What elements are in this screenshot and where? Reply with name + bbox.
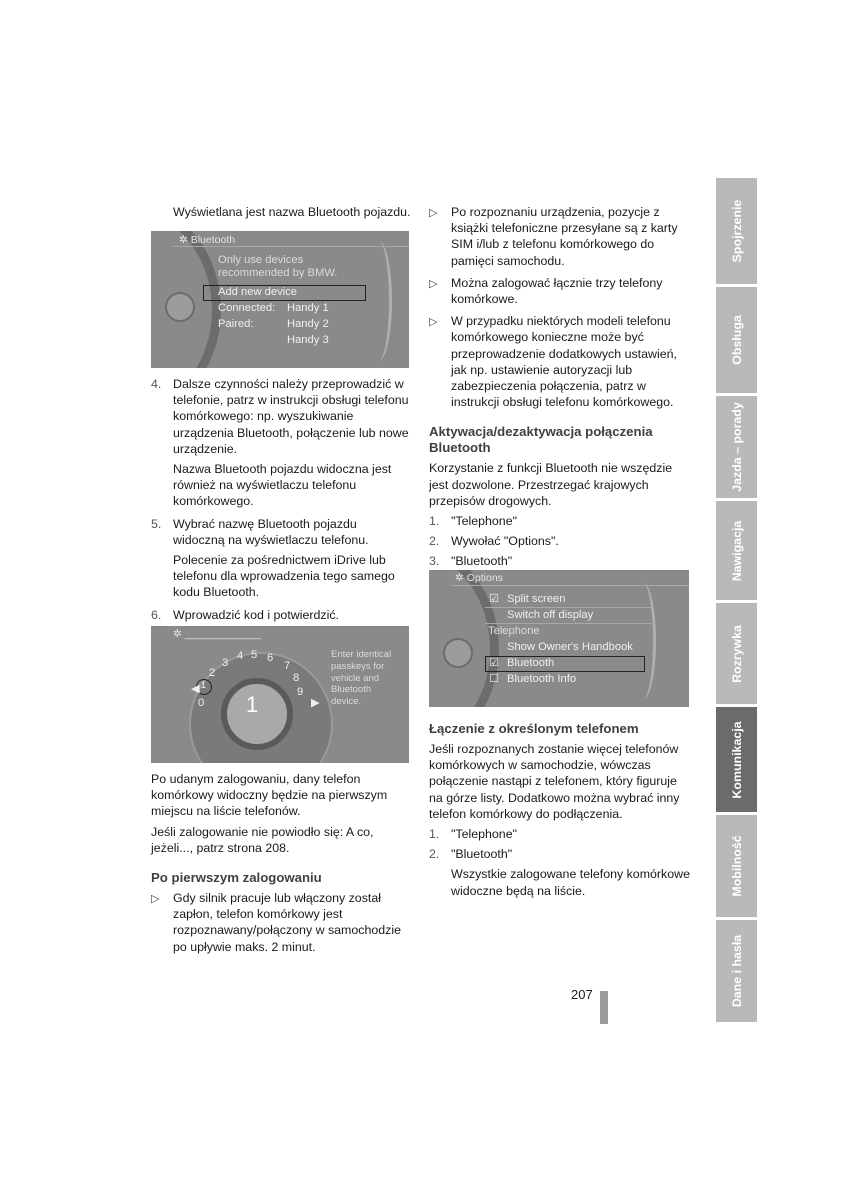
left-column-after	[151, 771, 413, 961]
section-heading-first-login: Po pierwszym zalogowaniu	[151, 870, 322, 886]
info-line-1: Only use devices	[218, 254, 304, 266]
screen-arc-right	[365, 241, 392, 361]
split-screen-checkbox-icon[interactable]: ☑	[489, 593, 500, 605]
page-number-bar	[600, 991, 608, 1024]
controller-knob-icon	[165, 292, 195, 322]
title-divider	[173, 246, 409, 247]
step-5: 5. Wybrać nazwę Bluetooth pojazdu widoczną na wyświetlaczu telefonu.	[151, 516, 369, 547]
telephone-section-label: Telephone	[488, 625, 540, 637]
left-column	[151, 204, 411, 224]
step-4: 4. Dalsze czynności należy przeprowadzić w telefonie, patrz w instrukcji obsługi telefonu komórkowego: np. wyszukiwanie urządzenia Bluetooth, połączenie lub nowe urządzenie.	[151, 377, 409, 456]
step-1: 1. "Telephone"	[429, 827, 517, 842]
intro-text: Wyświetlana jest nazwa Bluetooth pojazdu.	[173, 205, 411, 219]
passkey-screen-title	[173, 628, 261, 640]
tab-jazda-porady[interactable]: Jazda – porady	[716, 396, 757, 498]
left-column-steps	[151, 376, 411, 627]
tab-mobilnosc[interactable]: Mobilność	[716, 815, 757, 917]
add-new-device-item[interactable]: Add new device	[218, 286, 297, 298]
dial-digit[interactable]: 5	[251, 649, 258, 661]
passkey-screen-image	[151, 626, 409, 763]
bluetooth-info-item[interactable]: Bluetooth Info	[507, 673, 577, 685]
paired-label: Paired:	[218, 318, 254, 330]
screen-arc-right	[629, 582, 656, 700]
passkey-hint-5: device.	[331, 696, 362, 707]
bluetooth-icon: ✲	[179, 234, 191, 246]
page-number: 207	[571, 987, 593, 1002]
bluetooth-screen-title: ✲ Bluetooth	[179, 234, 236, 246]
title-divider	[451, 585, 689, 586]
passkey-hint-4: Bluetooth	[331, 684, 372, 695]
split-screen-item[interactable]: Split screen	[507, 593, 566, 605]
options-screen-title: ✲ Options	[455, 572, 503, 584]
options-icon: ✲	[455, 572, 467, 584]
specific-phone-text: Jeśli rozpoznanych zostanie więcej telefonów komórkowych w samochodzie, wówczas połączenie nastąpi z telefonem, który figuruje na górze listy. Dodatkowo można wybrać inny telefon komórkowy do podłączenia.	[429, 742, 680, 821]
tab-rozrywka[interactable]: Rozrywka	[716, 603, 757, 704]
show-owners-handbook-item[interactable]: Show Owner's Handbook	[507, 641, 633, 653]
triangle-bullet-icon: ▷	[151, 893, 160, 906]
step-1: 1. "Telephone"	[429, 514, 517, 529]
step-2: 2. Wywołać "Options".	[429, 534, 559, 549]
bluetooth-warning-text: Korzystanie z funkcji Bluetooth nie wszędzie jest dozwolone. Przestrzegać krajowych przepisów drogowych.	[429, 461, 673, 508]
options-screen-image	[429, 570, 689, 707]
step-6: 6. Wprowadzić kod i potwierdzić.	[151, 607, 339, 622]
after-failure-text: Jeśli zalogowanie nie powiodło się: A co, jeżeli..., patrz strona 208.	[151, 824, 374, 855]
dial-digit[interactable]: 9	[297, 686, 304, 698]
bullet-item: ▷ Gdy silnik pracuje lub włączony został zapłon, telefon komórkowy jest rozpoznawany/połączony w samochodzie po upływie maks. 2 minut.	[151, 891, 401, 954]
bluetooth-info-checkbox-icon[interactable]: ☐	[489, 673, 500, 685]
step-4-continued: Nazwa Bluetooth pojazdu widoczna jest również na wyświetlaczu telefonu komórkowego.	[173, 462, 392, 509]
tab-dane-i-hasla[interactable]: Dane i hasła	[716, 920, 757, 1022]
bluetooth-screen-image	[151, 231, 409, 368]
dial-digit[interactable]: 8	[293, 672, 300, 684]
passkey-hint-1: Enter identical	[331, 649, 392, 660]
dial-marker-digit: 1	[201, 680, 207, 690]
dial-center-digit[interactable]: 1	[246, 692, 259, 717]
connected-value[interactable]: Handy 1	[287, 302, 329, 314]
menu-divider	[485, 623, 651, 624]
triangle-bullet-icon: ▷	[429, 207, 438, 219]
triangle-bullet-icon: ▷	[429, 277, 438, 290]
section-heading-specific-phone: Łączenie z określonym telefonem	[429, 721, 639, 736]
menu-divider	[485, 607, 651, 608]
tab-nawigacja[interactable]: Nawigacja	[716, 501, 757, 600]
dial-arrow-left: ◀	[191, 683, 200, 695]
switch-off-display-item[interactable]: Switch off display	[507, 609, 594, 621]
tab-komunikacja[interactable]: Komunikacja	[716, 707, 757, 812]
triangle-bullet-icon: ▷	[429, 316, 438, 329]
bullet-item: ▷ Po rozpoznaniu urządzenia, pozycje z książki telefoniczne przesyłane są z karty SIM i/lub z telefonu komórkowego do pamięci samochodu.	[429, 205, 678, 268]
info-line-2: recommended by BMW.	[218, 267, 338, 279]
paired-value-1[interactable]: Handy 2	[287, 318, 329, 330]
bluetooth-icon: ✲ _____________	[173, 628, 261, 640]
section-heading-bluetooth: Aktywacja/dezaktywacja połączenia Bluetooth	[429, 424, 653, 456]
tab-obsluga[interactable]: Obsługa	[716, 287, 757, 393]
connected-label: Connected:	[218, 302, 276, 314]
bullet-item: ▷ Można zalogować łącznie trzy telefony komórkowe.	[429, 275, 663, 307]
step-2-continued: Wszystkie zalogowane telefony komórkowe widoczne będą na liście.	[451, 867, 690, 898]
bullet-item: ▷ W przypadku niektórych modeli telefonu komórkowego konieczne może być przeprowadzenie dodatkowych ustawień, jak np. ustawienie autoryzacji lub zabezpieczenia połączenia, patrz w instrukcji obsługi telefonu komórkowego.	[429, 314, 677, 410]
dial-digit[interactable]: 0	[198, 697, 205, 709]
right-column-bottom	[429, 709, 691, 903]
dial-digit[interactable]: 6	[267, 652, 274, 664]
controller-knob-icon	[443, 638, 473, 668]
right-column	[429, 204, 691, 574]
tab-spojrzenie[interactable]: Spojrzenie	[716, 178, 757, 284]
passkey-hint-3: vehicle and	[331, 673, 380, 684]
passkey-hint-2: passkeys for	[331, 661, 385, 672]
dial-digit[interactable]: 2	[209, 667, 216, 679]
step-2: 2. "Bluetooth"	[429, 847, 513, 862]
dial-arrow-right: ▶	[311, 697, 320, 709]
after-success-text: Po udanym zalogowaniu, dany telefon komórkowy widoczny będzie na pierwszym miejscu na liście telefonów.	[151, 772, 388, 819]
bluetooth-checkbox-icon[interactable]: ☑	[489, 657, 500, 669]
step-5-continued: Polecenie za pośrednictwem iDrive lub telefonu dla wprowadzenia tego samego kodu Bluetooth.	[173, 553, 395, 600]
step-3: 3. "Bluetooth"	[429, 554, 513, 569]
paired-value-2[interactable]: Handy 3	[287, 334, 329, 346]
bluetooth-item[interactable]: Bluetooth	[507, 657, 555, 669]
dial-digit[interactable]: 7	[284, 660, 291, 672]
dial-digit[interactable]: 4	[237, 650, 244, 662]
dial-digit[interactable]: 3	[222, 657, 229, 669]
